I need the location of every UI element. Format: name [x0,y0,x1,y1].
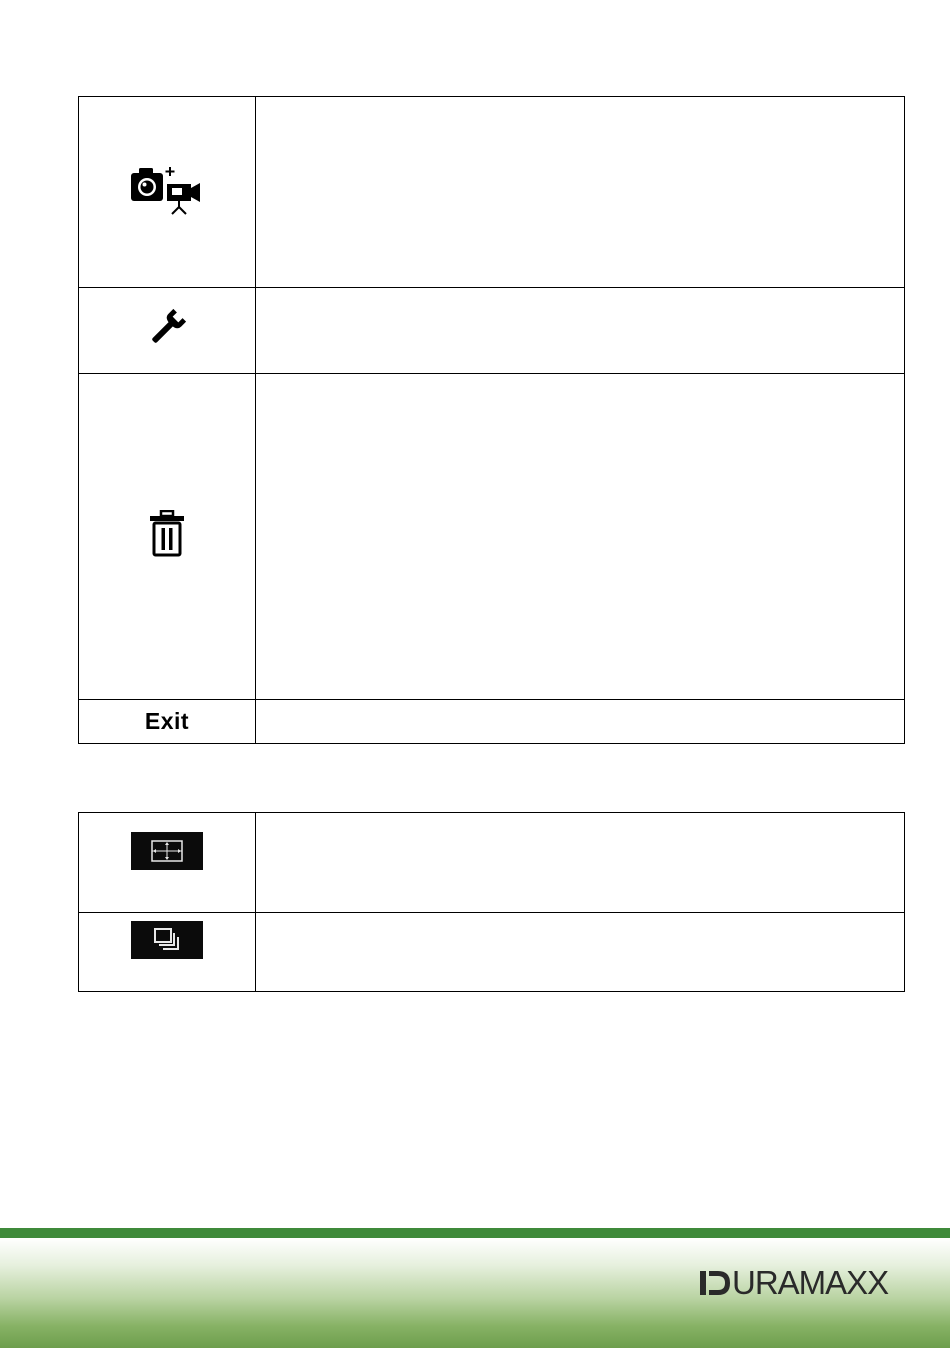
image-size-frame-icon [131,832,203,870]
table-row [79,97,905,288]
footer-green-line [0,1228,950,1238]
icon-cell [79,913,256,992]
menu-table-2 [78,812,905,992]
exit-label: Exit [144,707,190,734]
photo-video-mode-icon [129,165,205,220]
icon-cell [79,813,256,913]
table-row [79,813,905,913]
description-cell [256,97,905,288]
table-row [79,374,905,700]
description-cell [256,288,905,374]
icon-cell [79,700,256,744]
duramaxx-logo [700,1262,888,1302]
icon-cell [79,97,256,288]
description-cell [256,813,905,913]
menu-table-1 [78,96,905,744]
icon-cell [79,374,256,700]
table-row [79,700,905,744]
wrench-icon [147,308,187,353]
description-cell [256,374,905,700]
table-row [79,288,905,374]
description-cell [256,913,905,992]
table-row [79,913,905,992]
logo-text: URAMAXX [732,1263,889,1301]
logo-d-mark-icon [700,1267,732,1297]
burst-stack-icon [131,921,203,959]
description-cell [256,700,905,744]
icon-cell [79,288,256,374]
trash-icon [147,510,187,563]
